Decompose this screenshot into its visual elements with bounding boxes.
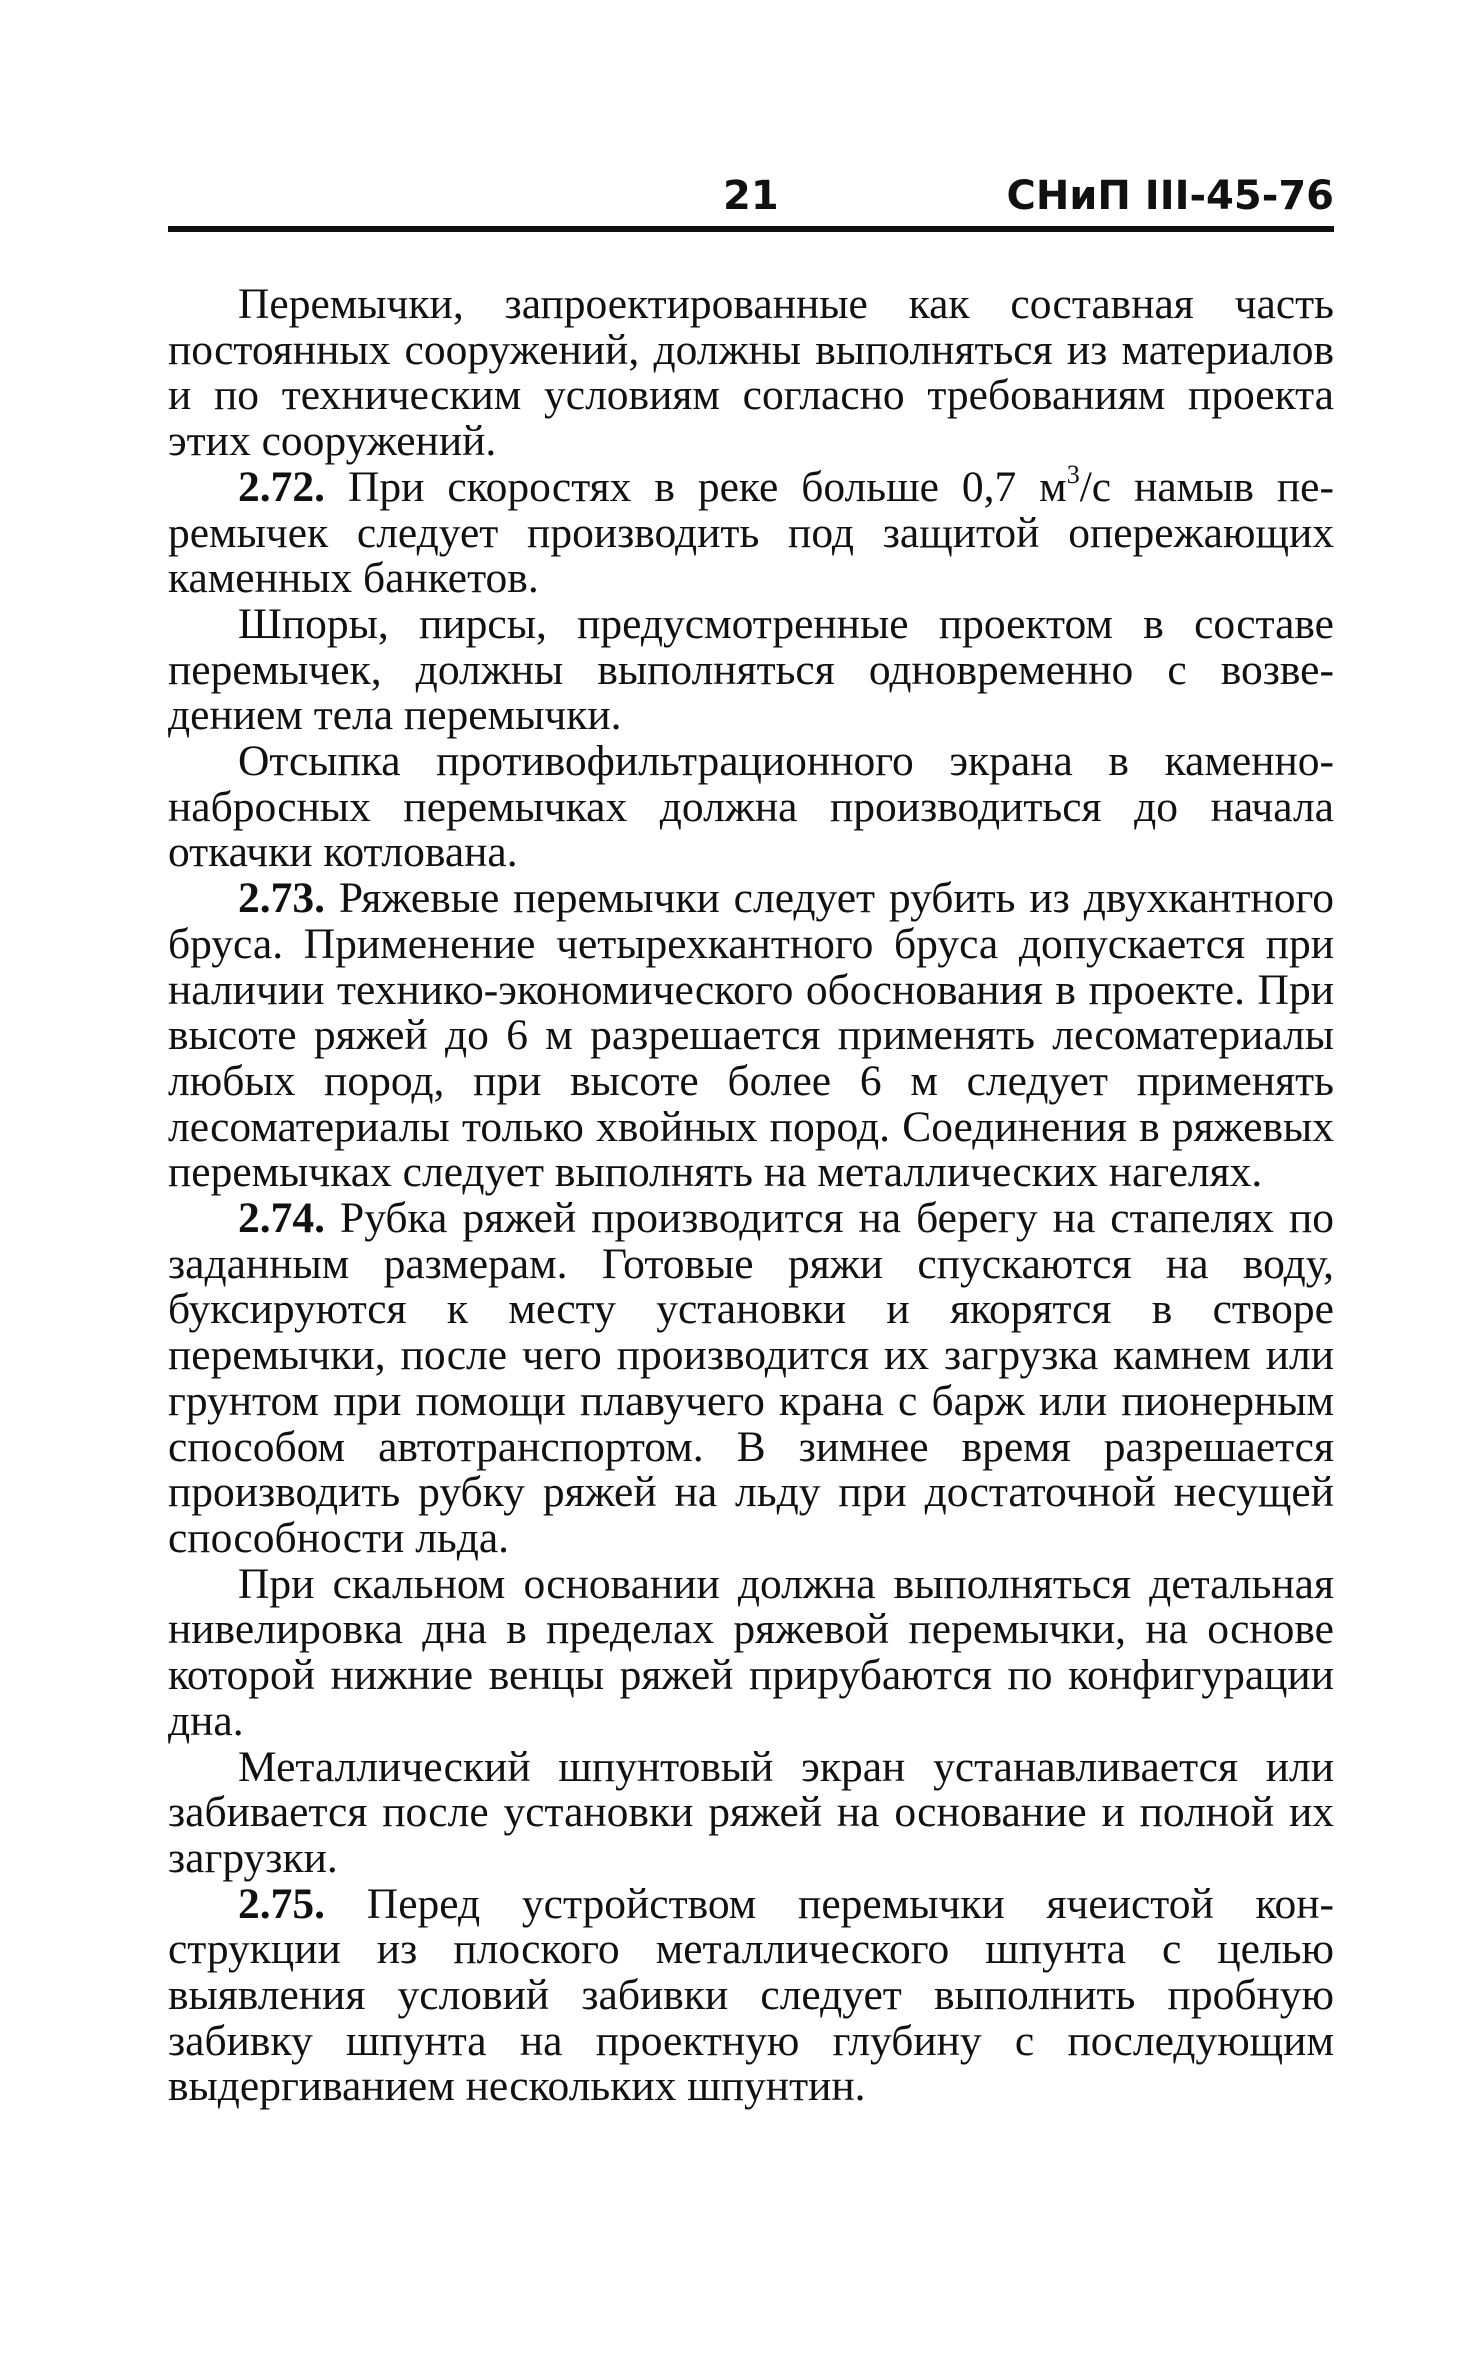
paragraph: [168, 1559, 1334, 1745]
paragraph: [168, 282, 1334, 465]
paragraph: [168, 1742, 1334, 1882]
clause-number: 2.73.: [238, 874, 325, 923]
paragraph-text: Рубка ряжей производится на берегу на стапелях по заданным размерам. Готовые ряжи спускаются на воду, буксируются к месту установки и якорятся в створе перемычки, после чего производится их загрузка камнем или грунтом при помощи плавучего крана с барж или пионерным способом автотранспортом. В зимнее время разрешается производить рубку ряжей на льду при достаточной несущей способности льда.: [168, 1194, 1334, 1562]
paragraph-text: Шпоры, пирсы, предусмотренные проектом в составе перемычек, должны выполняться одновременно с возведением тела перемычки.: [168, 599, 1334, 740]
paragraph-text: Ряжевые перемычки следует рубить из двухкантного бруса. Применение четырехкантного бруса допускается при наличии технико-экономического обоснования в проекте. При высоте ряжей до 6 м разрешается применять лесоматериалы любых пород, при высоте более 6 м следует применять лесоматериалы только хвойных пород. Соединения в ряжевых перемычках следует выполнять на металлических нагелях.: [168, 874, 1334, 1197]
document-code: СНиП III-45-76: [1006, 173, 1334, 219]
paragraph-2-73: [168, 876, 1334, 1196]
paragraph-2-72: [168, 459, 1334, 603]
superscript: 3: [1066, 459, 1080, 489]
paragraph-2-75: [168, 1879, 1334, 2111]
header-rule: [168, 226, 1334, 232]
paragraph-2-74: [168, 1196, 1334, 1562]
paragraph-text: Перед устройством перемычки ячеистой конструкции из плоского металлического шпунта с целью выявления условий забивки следует выполнить пробную забивку шпунта на проектную глубину с последующим выдергиванием нескольких шпунтин.: [168, 1879, 1334, 2111]
paragraph-text: Отсыпка противофильтрационного экрана в каменнонабросных перемычках должна производиться до начала откачки котлована.: [168, 737, 1334, 877]
clause-number: 2.75.: [238, 1879, 325, 1928]
body-text: [168, 282, 1334, 2110]
clause-number: 2.72.: [238, 462, 325, 511]
paragraph-text: При скальном основании должна выполняться детальная нивелировка дна в пределах ряжевой перемычки, на основе которой нижние венцы ряжей прирубаются по конфигурации дна.: [168, 1559, 1334, 1745]
paragraph-text: Металлический шпунтовый экран устанавливается или забивается после установки ряжей на основание и полной их загрузки.: [168, 1742, 1334, 1882]
paragraph-text: Перемычки, запроектированные как составная часть постоянных сооружений, должны выполняться из материалов и по техническим условиям согласно требованиям проекта этих сооружений.: [168, 280, 1334, 466]
page-header: [168, 160, 1334, 220]
paragraph-text: /с намыв перемычек следует производить под защитой опережающих каменных банкетов.: [168, 462, 1334, 603]
paragraph: [168, 599, 1334, 740]
paragraph: [168, 739, 1334, 876]
page-number: 21: [723, 173, 779, 219]
paragraph-text: При скоростях в реке больше 0,7 м: [325, 462, 1067, 511]
clause-number: 2.74.: [238, 1194, 325, 1243]
